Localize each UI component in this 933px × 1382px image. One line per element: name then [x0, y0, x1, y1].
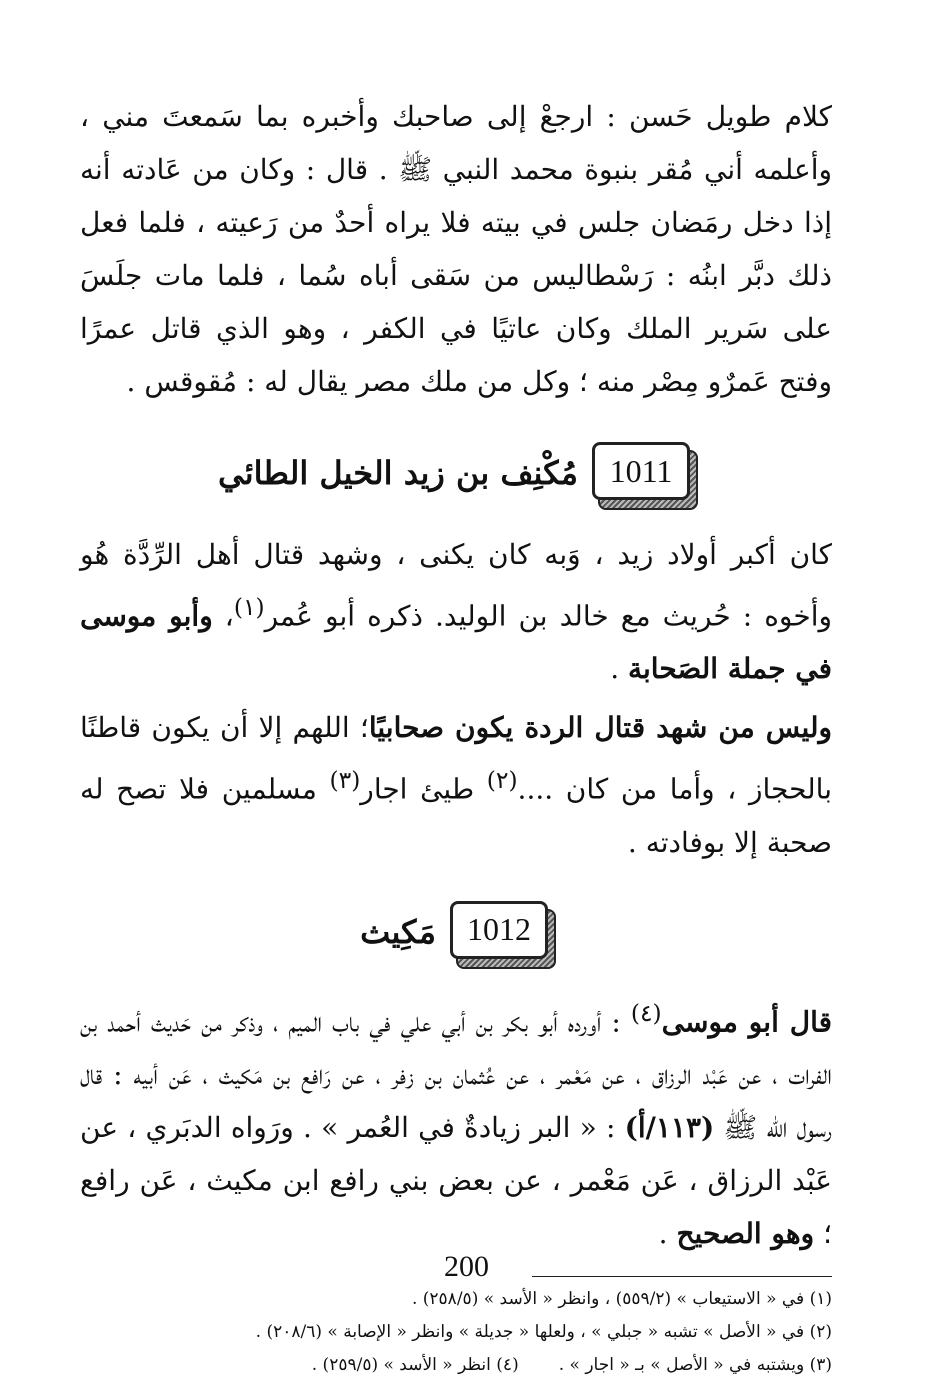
footnote-row	[80, 1349, 832, 1382]
bold-text: (١١٣/أ)	[624, 1110, 715, 1144]
footnote-ref: (٣)	[329, 766, 361, 795]
entry-title: مَكِيث	[360, 912, 436, 951]
text-run: ؛ اللهم إلا أن يكون قاطنًا بالحجاز ، وأما من كان ....	[80, 711, 833, 806]
entry-number: 1011	[592, 442, 690, 500]
text-run: : أورده أبو بكر بن أبي علي في باب الميم ، وذكر من حَديث أحمد بن الفرات ، عن عَبْد الرزاق ، عن مَعْمر ، عن عُثمان بن زفر ، عن رَافع بن مَكيث ، عَن أبيه : قال رسول الله ﷺ	[80, 1004, 832, 1144]
entry-1011-paragraph-1	[80, 528, 832, 695]
text-run: طيئ اجار	[360, 772, 487, 806]
intro-paragraph: كلام طويل حَسن : ارجعْ إلى صاحبك وأخبره بما سَمعتَ مني ، وأعلمه أني مُقر بنبوة محمد النبي ﷺ . قال : وكان من عَادته أنه إذا دخل رمَضان جلس في بيته فلا يراه أحدٌ من رَعيته ، فلما فعل ذلك دبَّر ابنُه : رَسْطاليس من سَقى أباه سُما ، فلما مات جلَسَ على سَرير الملك وكان عاتيًا في الكفر ، وهو الذي قاتل عمرًا وفتح عَمرٌو مِصْر منه ؛ وكل من ملك مصر يقال له : مُقوقس .	[80, 100, 832, 398]
entry-number-box	[450, 901, 552, 963]
footnotes	[80, 1283, 832, 1382]
entry-heading-1012	[80, 887, 832, 977]
footnote-ref: (٢)	[486, 766, 518, 795]
entry-number: 1012	[450, 901, 548, 959]
text-run: : « البر زيادةٌ في العُمر » . ورَواه الدبَري ، عن عَبْد الرزاق ، عَن مَعْمر ، عن بعض بني رافع ابن مكيث ، عَن رافع ؛	[80, 1110, 832, 1250]
bold-text: وأبو موسى في جملة الصَحابة	[80, 599, 832, 686]
footnote-2: (٢) في « الأصل » تشبه « جبلي » ، ولعلها « جديلة » وانظر « الإصابة » (٢٠٨/٦) .	[255, 1321, 832, 1342]
text-run: .	[610, 652, 628, 686]
footnote-ref: (١)	[233, 593, 265, 621]
bold-text: وليس من شهد قتال الردة يكون صحابيًا	[368, 711, 833, 745]
page-content	[80, 90, 832, 1382]
page-number: 200	[444, 1250, 489, 1283]
text-run: كان أكبر أولاد زيد ، وَبه كان يكنى ، وشهد قتال أهل الرِّدَّة هُو وأخوه : حُريث مع خالد بن الوليد. ذكره أبو عُمر	[80, 538, 833, 633]
entry-title: مُكْنِف بن زيد الخيل الطائي	[218, 454, 578, 492]
text-run: .	[658, 1216, 677, 1250]
entry-1011-paragraph-2	[80, 701, 832, 868]
bold-text: قال أبو موسى	[661, 1004, 833, 1038]
footnote-ref: (٤)	[630, 998, 662, 1027]
text-run: مسلمين فلا تصح له صحبة إلا بوفادته .	[80, 772, 832, 859]
bold-text: وهو الصحيح	[676, 1216, 815, 1250]
entry-heading-1011	[80, 428, 832, 518]
text-run: ،	[212, 599, 234, 633]
footnote-1: (١) في « الاستيعاب » (٥٥٩/٢) ، وانظر « الأسد » (٢٥٨/٥) .	[411, 1288, 832, 1309]
footnote-3: (٣) ويشتبه في « الأصل » بـ « اجار » .	[558, 1354, 832, 1375]
footnote-4: (٤) انظر « الأسد » (٢٥٩/٥) .	[311, 1354, 519, 1375]
entry-number-box	[592, 442, 694, 504]
entry-1012-paragraph	[80, 987, 832, 1260]
